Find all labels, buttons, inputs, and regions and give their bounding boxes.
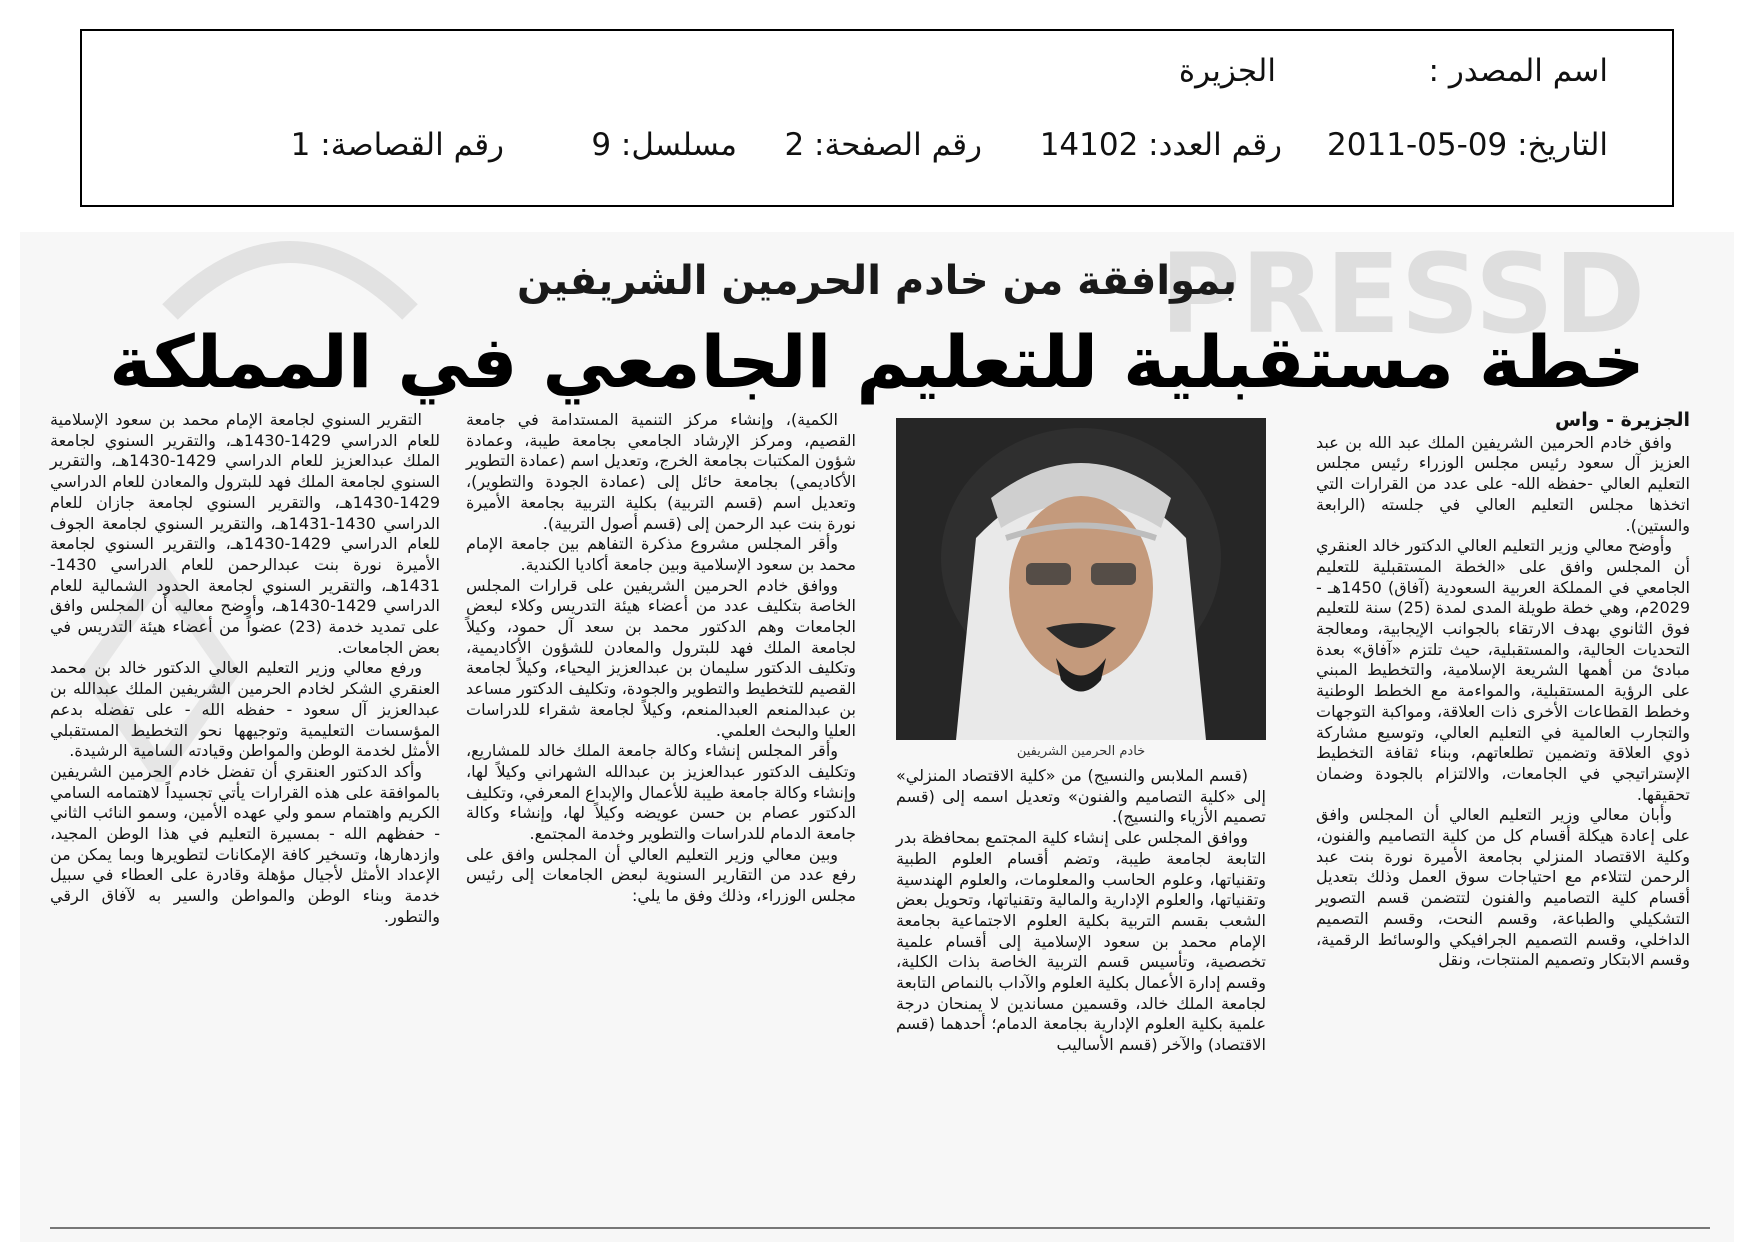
clip-number: رقم القصاصة: 1 [290,127,504,163]
paragraph: ووافق المجلس على إنشاء كلية المجتمع بمحافظة بدر التابعة لجامعة طيبة، وتضم أقسام العلوم الطبية وتقنياتها، وعلوم الحاسب والمعلومات، والعلوم الهندسية وتقنياتها، والعلوم الإدارية والمالية وتقنياتها، وتحويل بعض الشعب بقسم التربية بكلية العلوم الاجتماعية بجامعة الإمام محمد بن سعود الإسلامية إلى أقسام علمية تخصصية، وتأسيس قسم التربية الخاصة بذات الكلية، وقسم إدارة الأعمال بكلية العلوم والآداب بالنماص التابعة لجامعة الملك خالد، وقسمين مساندين لا يمنحان درجة علمية بكلية العلوم الإدارية بجامعة الدمام؛ أحدهما (قسم الاقتصاد) والآخر (قسم الأساليب [896,828,1266,1055]
newspaper-clipping [20,232,1734,1242]
paragraph: التقرير السنوي لجامعة الإمام محمد بن سعود الإسلامية للعام الدراسي 1429-1430هـ، والتقرير السنوي لجامعة الملك عبدالعزيز للعام الدراسي 1429-1430هـ، والتقرير السنوي لجامعة الملك فهد للبترول والمعادن للعام الدراسي 1429-1430هـ، والتقرير السنوي لجامعة جازان للعام الدراسي 1430-1431هـ، والتقرير السنوي لجامعة الجوف للعام الدراسي 1429-1430هـ، والتقرير السنوي لجامعة الأميرة نورة بنت عبدالرحمن للعام الدراسي 1430-1431هـ، والتقرير السنوي لجامعة الحدود الشمالية للعام الدراسي 1429-1430هـ، وأوضح معاليه أن المجلس وافق على تمديد خدمة (23) عضواً من أعضاء هيئة التدريس في بعض الجامعات. [50,410,441,657]
king-photo [896,418,1266,740]
paragraph: وأقر المجلس إنشاء وكالة جامعة الملك خالد للمشاريع، وتكليف الدكتور عبدالعزيز بن عبدالله الشهراني وكيلاً لها، وإنشاء وكالة جامعة طيبة للأعمال والإبداع المعرفي، وتكليف الدكتور عصام بن حسن عويضه وكيلاً لها، وإنشاء وكالة جامعة الدمام للدراسات والتطوير وخدمة المجتمع. [466,741,856,844]
paragraph: وأكد الدكتور العنقري أن تفضل خادم الحرمين الشريفين بالموافقة على هذه القرارات يأتي تجسيداً لاهتمامه السامي الكريم واهتمام سمو ولي عهده الأمين، وسمو النائب الثاني - حفظهم الله - بمسيرة التعليم في هذا الوطن المجيد، وازدهارها، وتسخير كافة الإمكانات لتطويرها وبما يمكن من الإعداد الأمثل لأجيال مؤهلة وقادرة على العطاء في سبيل خدمة وبناء الوطن والمواطن والسير به لآفاق الرقي والتطور. [50,761,440,926]
article-headline: خطة مستقبلية للتعليم الجامعي في المملكة [109,320,1645,404]
paragraph: وأبان معالي وزير التعليم العالي أن المجلس وافق على إعادة هيكلة أقسام كل من كلية التصاميم والفنون، وكلية الاقتصاد المنزلي بجامعة الأميرة نورة بنت عبد الرحمن لتتلاءم مع احتياجات سوق العمل وذلك بتعديل أقسام كلية التصاميم والفنون لتتضمن قسم التصوير التشكيلي والطباعة، وقسم النحت، وقسم التصميم الداخلي، وقسم التصميم الجرافيكي والوسائط الرقمية، وقسم الابتكار وتصميم المنتجات، ونقل [1316,805,1690,970]
article-column-1 [1316,410,1690,971]
paragraph: (قسم الملابس والنسيج) من «كلية الاقتصاد المنزلي» إلى «كلية التصاميم والفنون» وتعديل اسمه إلى (قسم تصميم الأزياء والنسيج). [896,766,1266,827]
paragraph: وافق خادم الحرمين الشريفين الملك عبد الله بن عبد العزيز آل سعود رئيس مجلس الوزراء رئيس مجلس التعليم العالي -حفظه الله- على عدد من القرارات التي اتخذها مجلس التعليم العالي في جلسته (الرابعة والستين). [1316,432,1690,535]
page-number: رقم الصفحة: 2 [784,127,982,163]
paragraph: الكمية)، وإنشاء مركز التنمية المستدامة في جامعة القصيم، ومركز الإرشاد الجامعي بجامعة طيبة، وعمادة شؤون المكتبات بجامعة الخرج، وتعديل اسم (عمادة التطوير الأكاديمي) بجامعة حائل إلى (عمادة الجودة والتطوير)، وتعديل اسم (قسم التربية) بكلية التربية بجامعة الأميرة نورة بنت عبد الرحمن إلى (قسم أصول التربية). [466,410,856,533]
paragraph: وبين معالي وزير التعليم العالي أن المجلس وافق على رفع عدد من التقارير السنوية لبعض الجامعات إلى رئيس مجلس الوزراء، وذلك وفق ما يلي: [466,844,856,906]
paragraph: ورفع معالي وزير التعليم العالي الدكتور خالد بن محمد العنقري الشكر لخادم الحرمين الشريفين الملك عبدالله بن عبدالعزيز آل سعود - حفظه الله - على تفضله بدعم المؤسسات التعليمية وتوجيهها نحو التخطيط المستقبلي الأمثل لخدمة الوطن والمواطن وقيادته السامية الرشيدة. [50,658,440,761]
issue-number: رقم العدد: 14102 [1039,127,1282,163]
article-column-3 [466,410,856,907]
paragraph: وأقر المجلس مشروع مذكرة التفاهم بين جامعة الإمام محمد بن سعود الإسلامية وبين جامعة أكاديا الكندية. [466,534,856,574]
watermark-text: PRESSD [1160,232,1646,358]
portrait-illustration [896,418,1266,740]
source-value: الجزيرة [1178,53,1276,89]
article-byline: الجزيرة - واس [1555,409,1690,431]
article-column-4 [50,410,440,928]
paragraph: ووافق خادم الحرمين الشريفين على قرارات المجلس الخاصة بتكليف عدد من أعضاء هيئة التدريس وكلاء لبعض الجامعات وهم الدكتور محمد بن سعد آل حمود، وكيلاً لجامعة الملك فهد للبترول والمعادن للشؤون الأكاديمية، وتكليف الدكتور سليمان بن عبدالعزيز اليحياء، وكيلاً لجامعة القصيم للتخطيط والتطوير والجودة، وتكليف الدكتور مساعد بن عبدالمنعم العبدالمنعم، وكيلاً لجامعة شقراء للدراسات العليا والبحث العلمي. [466,575,856,740]
bottom-rule [50,1227,1710,1229]
paragraph: وأوضح معالي وزير التعليم العالي الدكتور خالد العنقري أن المجلس وافق على «الخطة المستقبلية للتعليم الجامعي في المملكة العربية السعودية (آفاق) 1450هـ - 2029م، وهي خطة طويلة المدى لمدة (25) سنة للتعليم فوق الثانوي بهدف الارتقاء بالجوانب الإيجابية، ومعالجة التحديات الحالية، والمستقبلية، حيث تلتزم «آفاق» بعدة مبادئ من أهمها الشريعة الإسلامية، والتخطيط المبني على الرؤية المستقبلية، والمواءمة مع الخطط الوطنية وخطط القطاعات الأخرى ذات العلاقة، ومواكبة التوجهات والتجارب العالمية في التعليم العالي، وتوسيع مشاركة ذوي العلاقة وتضمين تطلعاتهم، وبناء ثقافة التخطيط الإستراتيجي في الجامعات، والالتزام بالجودة وضمان تحقيقها. [1316,536,1691,804]
date-field: التاريخ: 09-05-2011 [1327,127,1608,163]
source-info-box [80,29,1674,207]
article-column-2 [896,766,1266,1056]
serial-number: مسلسل: 9 [591,127,737,163]
photo-caption: خادم الحرمين الشريفين [1016,744,1146,759]
source-label: اسم المصدر : [1428,53,1608,89]
article-kicker: بموافقة من خادم الحرمين الشريفين [517,258,1237,304]
